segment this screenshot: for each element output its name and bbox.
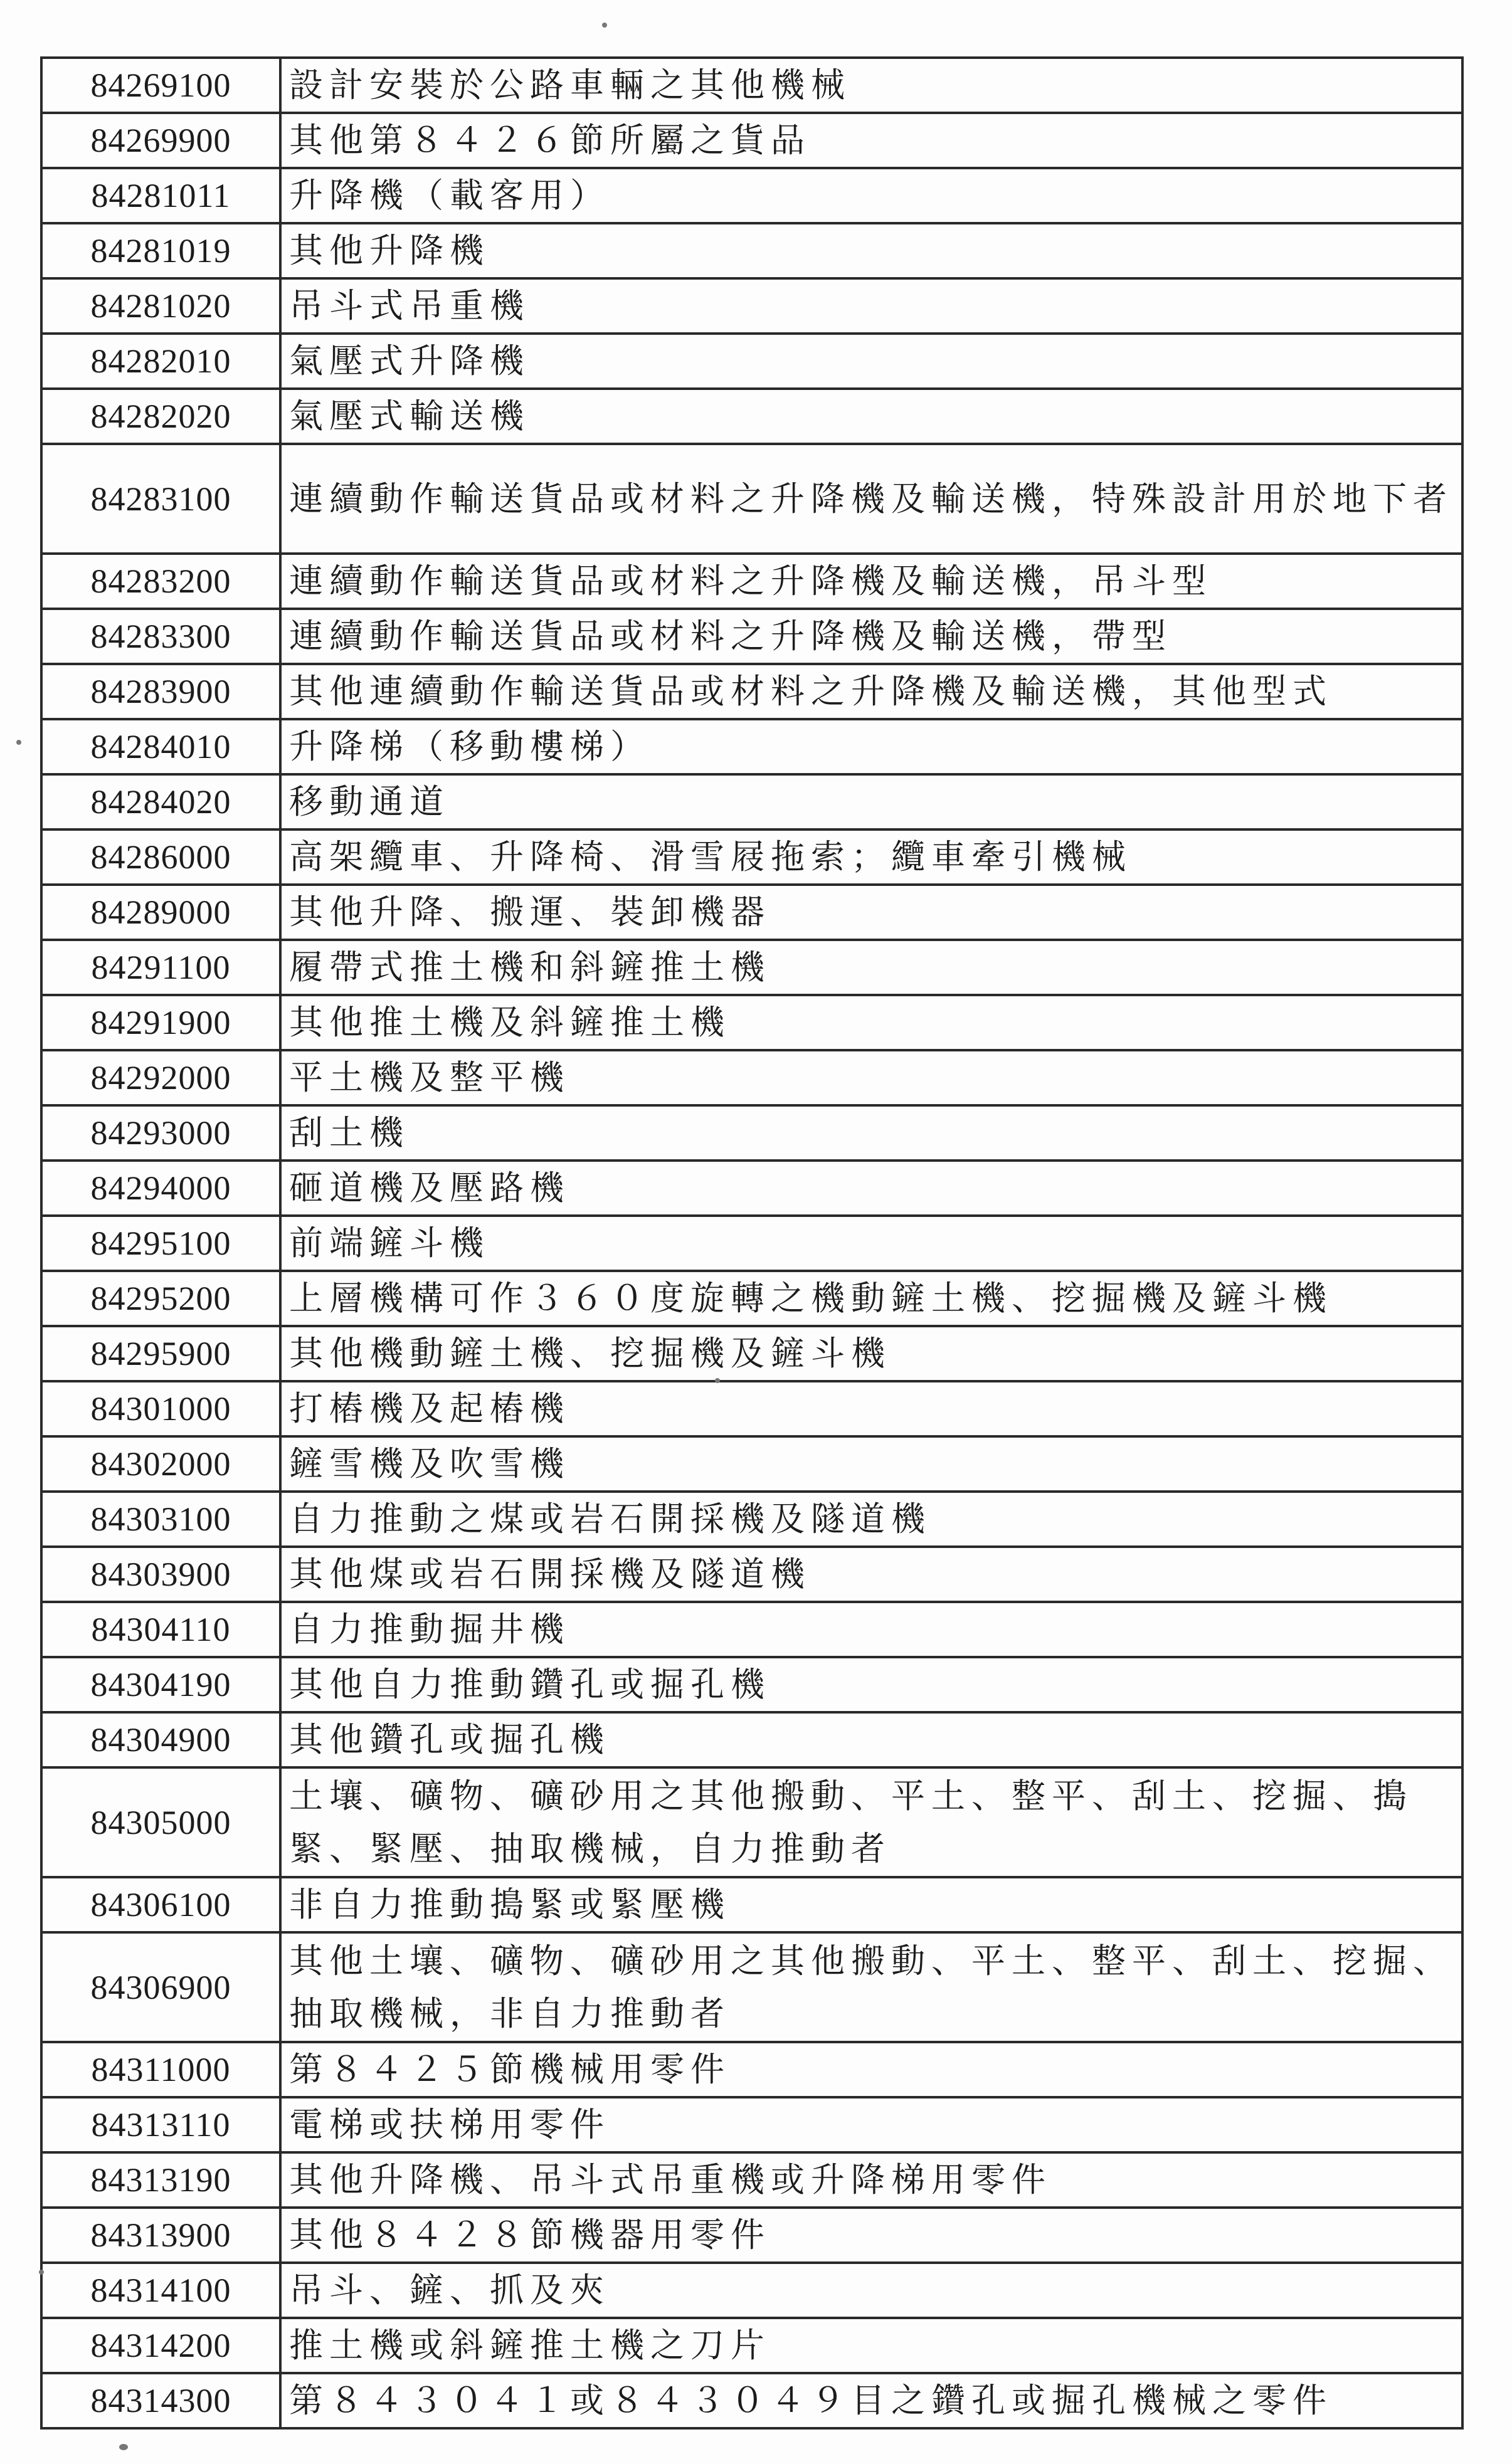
scan-speck	[715, 1378, 720, 1383]
table-row	[41, 389, 1462, 444]
item-description: 其他推土機及斜鏟推土機	[280, 995, 1462, 1050]
tariff-code: 84313190	[41, 2152, 280, 2208]
item-description: 其他煤或岩石開採機及隧道機	[280, 1547, 1462, 1602]
tariff-code: 84269100	[41, 58, 280, 113]
table-row	[41, 940, 1462, 995]
item-description: 推土機或斜鏟推土機之刀片	[280, 2318, 1462, 2373]
table-row	[41, 2318, 1462, 2373]
item-description: 打樁機及起樁機	[280, 1381, 1462, 1436]
item-description: 高架纜車、升降椅、滑雪屐拖索；纜車牽引機械	[280, 829, 1462, 885]
scan-speck	[602, 23, 607, 28]
table-row	[41, 2373, 1462, 2428]
tariff-code: 84303100	[41, 1492, 280, 1547]
table-row	[41, 1712, 1462, 1767]
tariff-code: 84281019	[41, 223, 280, 278]
item-description: 氣壓式輸送機	[280, 389, 1462, 444]
item-description: 自力推動掘井機	[280, 1602, 1462, 1657]
item-description: 其他機動鏟土機、挖掘機及鏟斗機	[280, 1326, 1462, 1381]
tariff-code: 84283300	[41, 609, 280, 664]
item-description: 其他升降機、吊斗式吊重機或升降梯用零件	[280, 2152, 1462, 2208]
tariff-code: 84291900	[41, 995, 280, 1050]
tariff-code: 84281011	[41, 168, 280, 223]
table-row	[41, 664, 1462, 719]
table-row	[41, 1381, 1462, 1436]
table-row	[41, 1602, 1462, 1657]
item-description: 第８４３０４１或８４３０４９目之鑽孔或掘孔機械之零件	[280, 2373, 1462, 2428]
table-row	[41, 1161, 1462, 1216]
item-description: 氣壓式升降機	[280, 334, 1462, 389]
scan-speck	[16, 740, 21, 745]
item-description: 連續動作輸送貨品或材料之升降機及輸送機，吊斗型	[280, 554, 1462, 609]
item-description: 履帶式推土機和斜鏟推土機	[280, 940, 1462, 995]
tariff-code: 84314200	[41, 2318, 280, 2373]
item-description: 升降機（載客用）	[280, 168, 1462, 223]
tariff-code: 84294000	[41, 1161, 280, 1216]
table-row	[41, 58, 1462, 113]
table-row	[41, 444, 1462, 554]
item-description: 其他升降機	[280, 223, 1462, 278]
tariff-code: 84295900	[41, 1326, 280, 1381]
item-description: 其他土壤、礦物、礦砂用之其他搬動、平土、整平、刮土、挖掘、抽取機械，非自力推動者	[280, 1932, 1462, 2042]
item-description: 連續動作輸送貨品或材料之升降機及輸送機，特殊設計用於地下者	[280, 444, 1462, 554]
tariff-code: 84306900	[41, 1932, 280, 2042]
tariff-code: 84282010	[41, 334, 280, 389]
tariff-code: 84283200	[41, 554, 280, 609]
tariff-code: 84301000	[41, 1381, 280, 1436]
table-row	[41, 2208, 1462, 2263]
table-row	[41, 1216, 1462, 1271]
tariff-code: 84291100	[41, 940, 280, 995]
tariff-code: 84303900	[41, 1547, 280, 1602]
tariff-code-table	[40, 56, 1464, 2430]
item-description: 第８４２５節機械用零件	[280, 2042, 1462, 2097]
item-description: 升降梯（移動樓梯）	[280, 719, 1462, 774]
table-row	[41, 774, 1462, 829]
table-row	[41, 334, 1462, 389]
table-row	[41, 1877, 1462, 1932]
table-row	[41, 1547, 1462, 1602]
tariff-code: 84289000	[41, 885, 280, 940]
item-description: 設計安裝於公路車輛之其他機械	[280, 58, 1462, 113]
table-row	[41, 609, 1462, 664]
table-row	[41, 223, 1462, 278]
table-row	[41, 1657, 1462, 1712]
tariff-code: 84304190	[41, 1657, 280, 1712]
table-row	[41, 719, 1462, 774]
item-description: 其他連續動作輸送貨品或材料之升降機及輸送機，其他型式	[280, 664, 1462, 719]
tariff-code: 84286000	[41, 829, 280, 885]
table-row	[41, 113, 1462, 168]
table-row	[41, 1492, 1462, 1547]
tariff-code: 84293000	[41, 1105, 280, 1161]
item-description: 吊斗、鏟、抓及夾	[280, 2263, 1462, 2318]
item-description: 其他８４２８節機器用零件	[280, 2208, 1462, 2263]
table-row	[41, 1436, 1462, 1492]
tariff-code: 84304900	[41, 1712, 280, 1767]
tariff-code: 84313110	[41, 2097, 280, 2152]
scan-speck	[39, 2270, 44, 2275]
tariff-code: 84295200	[41, 1271, 280, 1326]
item-description: 上層機構可作３６０度旋轉之機動鏟土機、挖掘機及鏟斗機	[280, 1271, 1462, 1326]
tariff-code: 84302000	[41, 1436, 280, 1492]
tariff-code: 84314300	[41, 2373, 280, 2428]
item-description: 平土機及整平機	[280, 1050, 1462, 1105]
item-description: 電梯或扶梯用零件	[280, 2097, 1462, 2152]
table-row	[41, 1932, 1462, 2042]
table-row	[41, 1105, 1462, 1161]
item-description: 其他自力推動鑽孔或掘孔機	[280, 1657, 1462, 1712]
tariff-code: 84311000	[41, 2042, 280, 2097]
table-row	[41, 1326, 1462, 1381]
item-description: 其他鑽孔或掘孔機	[280, 1712, 1462, 1767]
table-row	[41, 2042, 1462, 2097]
tariff-code: 84281020	[41, 278, 280, 334]
tariff-code: 84283100	[41, 444, 280, 554]
tariff-code: 84283900	[41, 664, 280, 719]
table-row	[41, 885, 1462, 940]
item-description: 砸道機及壓路機	[280, 1161, 1462, 1216]
tariff-code: 84305000	[41, 1767, 280, 1877]
table-row	[41, 554, 1462, 609]
item-description: 土壤、礦物、礦砂用之其他搬動、平土、整平、刮土、挖掘、搗緊、緊壓、抽取機械，自力推動者	[280, 1767, 1462, 1877]
tariff-code: 84292000	[41, 1050, 280, 1105]
tariff-code: 84304110	[41, 1602, 280, 1657]
tariff-code: 84295100	[41, 1216, 280, 1271]
table-row	[41, 1050, 1462, 1105]
table-row	[41, 829, 1462, 885]
tariff-code: 84314100	[41, 2263, 280, 2318]
item-description: 其他升降、搬運、裝卸機器	[280, 885, 1462, 940]
item-description: 非自力推動搗緊或緊壓機	[280, 1877, 1462, 1932]
table-row	[41, 1271, 1462, 1326]
tariff-code: 84284020	[41, 774, 280, 829]
table-row	[41, 278, 1462, 334]
table-row	[41, 2097, 1462, 2152]
item-description: 移動通道	[280, 774, 1462, 829]
scan-speck	[119, 2444, 128, 2450]
table-row	[41, 995, 1462, 1050]
item-description: 鏟雪機及吹雪機	[280, 1436, 1462, 1492]
table-row	[41, 2152, 1462, 2208]
table-row	[41, 1767, 1462, 1877]
tariff-code: 84306100	[41, 1877, 280, 1932]
item-description: 連續動作輸送貨品或材料之升降機及輸送機，帶型	[280, 609, 1462, 664]
item-description: 刮土機	[280, 1105, 1462, 1161]
tariff-code: 84284010	[41, 719, 280, 774]
table-row	[41, 2263, 1462, 2318]
tariff-code: 84282020	[41, 389, 280, 444]
table-row	[41, 168, 1462, 223]
item-description: 前端鏟斗機	[280, 1216, 1462, 1271]
item-description: 吊斗式吊重機	[280, 278, 1462, 334]
tariff-code: 84313900	[41, 2208, 280, 2263]
tariff-code: 84269900	[41, 113, 280, 168]
item-description: 其他第８４２６節所屬之貨品	[280, 113, 1462, 168]
item-description: 自力推動之煤或岩石開採機及隧道機	[280, 1492, 1462, 1547]
